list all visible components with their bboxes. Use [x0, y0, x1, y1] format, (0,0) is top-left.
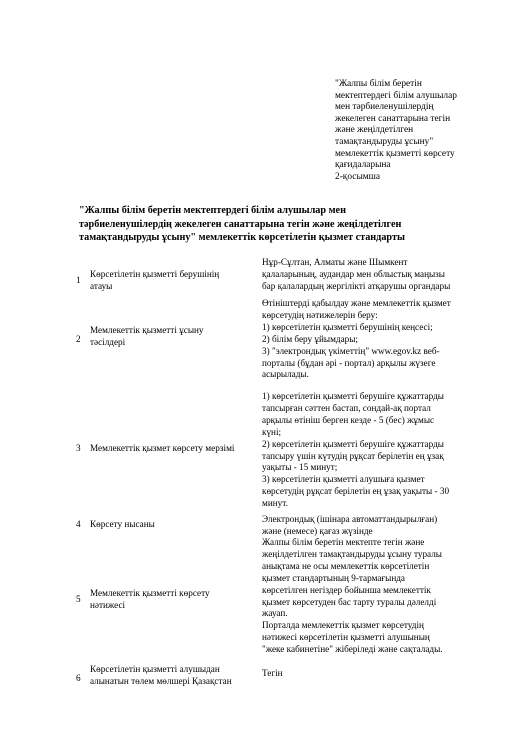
- row-value: [262, 537, 497, 656]
- row-value-line: анықтама не осы мемлекеттік көрсетілетін: [262, 560, 430, 571]
- row-name-line: тәсілдері: [90, 336, 126, 347]
- row-name: [90, 664, 256, 688]
- row-name: [90, 519, 256, 531]
- row-value-line: күні;: [262, 426, 282, 437]
- row-value-line: арқылы өтініш берген кезде - 5 (бес) жұмыс: [262, 414, 435, 425]
- document-title-line: тамақтандыруды ұсыну" мемлекеттік көрсетілетін қызмет стандарты: [79, 232, 405, 244]
- row-value-line: 2) білім беру ұйымдары;: [262, 333, 358, 344]
- row-value-line: Жалпы білім беретін мектепте тегін және: [262, 537, 425, 547]
- standard-row: [0, 257, 531, 299]
- appendix-note-line: мен тәрбиеленушілердің: [335, 102, 434, 113]
- row-name-line: Көрсетілетін қызметті алушыдан: [90, 664, 220, 674]
- row-value: [262, 668, 497, 680]
- row-value-line: асырылады.: [262, 369, 309, 380]
- row-value-line: бар қалалардың жергілікті атқарушы органдары: [262, 280, 451, 291]
- row-number: 5: [76, 594, 81, 604]
- document-title-line: тәрбиеленушілердің жекелеген санаттарына тегін және жеңілдетілген: [79, 218, 402, 230]
- appendix-note-line: мектептердегі білім алушылар: [335, 90, 457, 101]
- standard-row: [0, 538, 531, 662]
- appendix-note-line: "Жалпы білім беретін: [335, 79, 422, 89]
- row-value-line: қалаларының, аудандар мен облыстық маңызы: [262, 268, 445, 279]
- row-value-line: Нұр-Сұлтан, Алматы және Шымкент: [262, 257, 408, 267]
- row-value-line: Порталда мемлекеттік қызмет көрсетудің: [262, 620, 424, 631]
- row-value-line: көрсетілген негіздер бойынша мемлекеттік: [262, 584, 431, 595]
- row-name-line: Көрсету нысаны: [90, 519, 155, 529]
- row-name-line: Көрсетілетін қызметті берушінің: [90, 269, 220, 279]
- row-value-line: 1) көрсетілетін қызметті берушінің кеңсесі;: [262, 321, 433, 332]
- appendix-note-line: және жеңілдетілген: [335, 125, 414, 136]
- row-name: [90, 443, 256, 455]
- row-value-line: тапсыру үшін күтудің рұқсат берілетін ең ұзақ: [262, 450, 444, 461]
- row-name-line: алынатын төлем мөлшері Қазақстан: [90, 675, 232, 686]
- appendix-note-line: қағидаларына: [335, 160, 391, 171]
- appendix-note-line: мемлекеттік қызметті көрсету: [335, 148, 455, 159]
- row-value-line: минут.: [262, 498, 288, 509]
- row-value-line: 1) көрсетілетін қызметті берушіге құжаттарды: [262, 391, 444, 401]
- row-value-line: 2) көрсетілетін қызметті берушіге құжаттарды: [262, 438, 444, 449]
- row-name: [90, 588, 256, 612]
- appendix-note-line: жекелеген санаттарына тегін: [335, 113, 451, 124]
- row-value-line: 3) "электрондық үкіметтің" www.egov.kz веб-: [262, 345, 440, 356]
- appendix-note: [335, 79, 495, 183]
- appendix-note-line: 2-қосымша: [335, 171, 381, 182]
- document-title: [79, 204, 499, 245]
- row-value-line: "жеке кабинетіне" жіберіледі және сақталады.: [262, 644, 443, 655]
- row-value: [262, 298, 497, 381]
- row-value-line: Электрондық (ішінара автоматтандырылған): [262, 514, 438, 524]
- row-value-line: 3) көрсетілетін қызметті алушыға қызмет: [262, 474, 425, 485]
- row-value: [262, 514, 497, 538]
- row-number: 6: [76, 673, 81, 683]
- row-value-line: Тегін: [262, 668, 283, 678]
- row-value: [262, 391, 497, 510]
- standard-row: [0, 513, 531, 539]
- row-value-line: көрсетудің нәтижелерін беру:: [262, 309, 378, 320]
- row-value: [262, 257, 497, 293]
- row-value-line: және (немесе) қағаз жүзінде: [262, 525, 373, 536]
- row-name-line: Мемлекеттік қызметті ұсыну: [90, 325, 204, 335]
- row-value-line: қызмет көрсетуден бас тарту туралы дәлелді: [262, 596, 437, 607]
- standard-row: [0, 391, 531, 512]
- row-value-line: жауап.: [262, 608, 288, 619]
- appendix-note-line: тамақтандыруды ұсыну": [335, 136, 434, 147]
- row-number: 3: [76, 443, 81, 453]
- row-value-line: көрсетудің рұқсат берілетін ең ұзақ уақыты - 30: [262, 486, 450, 497]
- row-value-line: нәтижесі көрсетілетін қызметті алушының: [262, 632, 430, 643]
- row-name-line: Мемлекеттік қызметті көрсету: [90, 588, 210, 598]
- document-title-line: "Жалпы білім беретін мектептердегі білім алушылар мен: [79, 205, 346, 216]
- standard-row: [0, 664, 531, 694]
- row-name-line: Мемлекеттік қызмет көрсету мерзімі: [90, 443, 235, 453]
- row-value-line: Өтініштерді қабылдау және мемлекеттік қызмет: [262, 298, 451, 308]
- row-value-line: жеңілдетілген тамақтандыруды ұсыну туралы: [262, 548, 442, 559]
- row-value-line: қызмет стандартының 9-тармағында: [262, 572, 406, 583]
- row-number: 1: [76, 275, 81, 285]
- row-name-line: атауы: [90, 280, 113, 291]
- row-value-line: уақыты - 15 минут;: [262, 462, 338, 473]
- row-name: [90, 269, 256, 293]
- row-name-line: нәтижесі: [90, 599, 126, 610]
- row-value-line: тапсырған сәттен бастап, сондай-ақ портал: [262, 402, 431, 413]
- row-number: 2: [76, 334, 81, 344]
- row-number: 4: [76, 519, 81, 529]
- row-value-line: порталы (бұдан әрі - портал) арқылы жүзеге: [262, 357, 436, 368]
- row-name: [90, 325, 256, 349]
- standard-row: [0, 298, 531, 395]
